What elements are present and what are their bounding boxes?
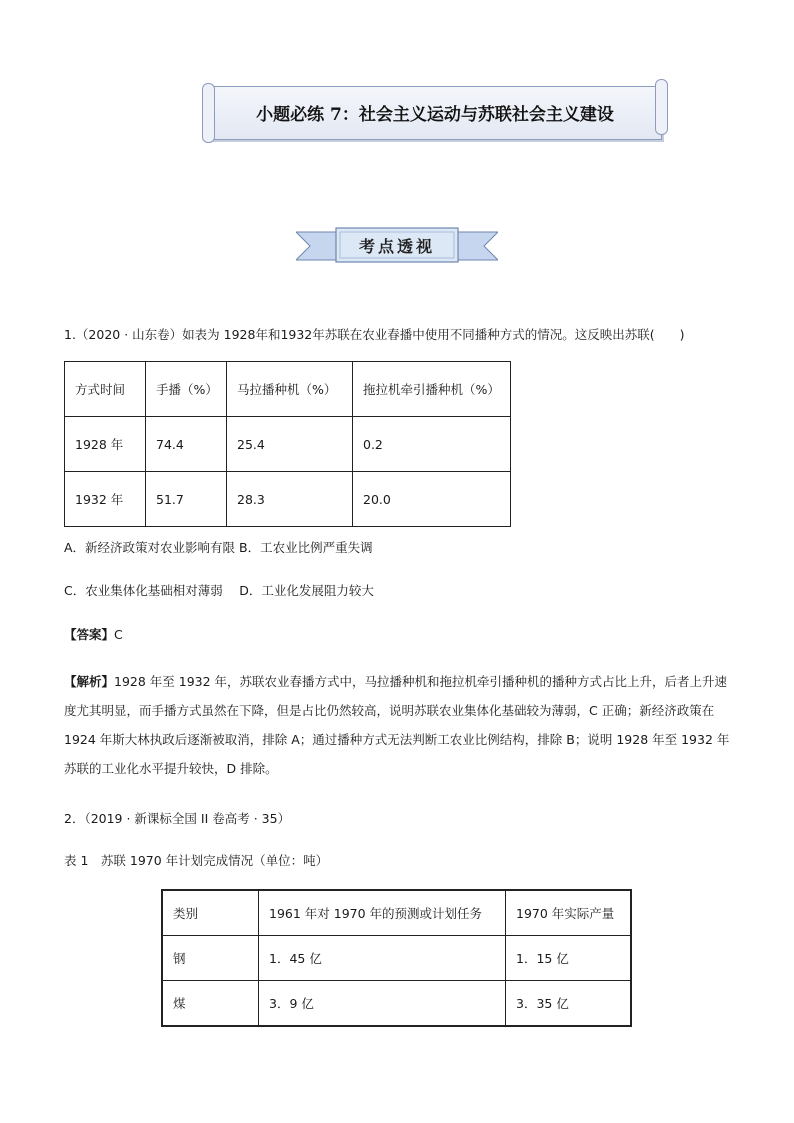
q1-stem: 1.（2020 · 山东卷）如表为 1928年和1932年苏联在农业春播中使用不同播种方式的情况。这反映出苏联( ) bbox=[64, 327, 685, 342]
q2-table-caption: 表 1 苏联 1970 年计划完成情况（单位：吨） bbox=[64, 853, 329, 868]
table-cell: 3．35 亿 bbox=[506, 981, 632, 1027]
ribbon-label: 考点透视 bbox=[358, 237, 435, 256]
table-cell: 1932 年 bbox=[65, 472, 146, 527]
table-header-cell: 1961 年对 1970 年的预测或计划任务 bbox=[259, 890, 506, 936]
q1-analysis bbox=[64, 667, 730, 783]
table-row bbox=[162, 936, 631, 981]
table-cell: 1928 年 bbox=[65, 417, 146, 472]
table-cell: 0.2 bbox=[353, 417, 511, 472]
table-cell: 钢 bbox=[162, 936, 259, 981]
q2-table bbox=[161, 889, 632, 1027]
q2-stem: 2．（2019 · 新课标全国 II 卷高考 · 35） bbox=[64, 811, 291, 826]
table-header-row bbox=[162, 890, 631, 936]
page-title: 小题必练 7：社会主义运动与苏联社会主义建设 bbox=[256, 105, 614, 125]
table-header-row bbox=[65, 362, 511, 417]
table-cell: 25.4 bbox=[227, 417, 353, 472]
analysis-label: 【解析】 bbox=[64, 674, 115, 689]
table-cell: 28.3 bbox=[227, 472, 353, 527]
answer-value: C bbox=[114, 627, 123, 642]
table-header-cell: 1970 年实际产量 bbox=[506, 890, 632, 936]
analysis-text: 1928 年至 1932 年，苏联农业春播方式中，马拉播种机和拖拉机牵引播种机的播种方式占比上升，后者上升速度尤其明显，而手播方式虽然在下降，但是占比仍然较高，说明苏联农业集体化基础较为薄弱，C 正确；新经济政策在 1924 年斯大林执政后逐渐被取消，排除 A；通过播种方式无法判断工农业比例结构，排除 B；说明 1928 年至 1932 年苏联的工业化水平提升较快，D 排除。 bbox=[64, 674, 730, 776]
q1-answer bbox=[64, 627, 123, 643]
table-cell: 煤 bbox=[162, 981, 259, 1027]
answer-label: 【答案】 bbox=[64, 627, 115, 642]
table-cell: 1．45 亿 bbox=[259, 936, 506, 981]
table-cell: 3．9 亿 bbox=[259, 981, 506, 1027]
q1-options-line2: C．农业集体化基础相对薄弱 D．工业化发展阻力较大 bbox=[64, 583, 374, 598]
section-ribbon bbox=[296, 226, 498, 266]
table-cell: 20.0 bbox=[353, 472, 511, 527]
q1-table bbox=[64, 361, 511, 527]
table-header-cell: 方式时间 bbox=[65, 362, 146, 417]
table-header-cell: 类别 bbox=[162, 890, 259, 936]
table-row bbox=[65, 472, 511, 527]
table-header-cell: 拖拉机牵引播种机（%） bbox=[353, 362, 511, 417]
table-cell: 74.4 bbox=[146, 417, 227, 472]
table-header-cell: 手播（%） bbox=[146, 362, 227, 417]
table-header-cell: 马拉播种机（%） bbox=[227, 362, 353, 417]
title-banner bbox=[208, 86, 662, 140]
q1-options-line1: A．新经济政策对农业影响有限 B．工农业比例严重失调 bbox=[64, 540, 373, 555]
table-cell: 1．15 亿 bbox=[506, 936, 632, 981]
table-cell: 51.7 bbox=[146, 472, 227, 527]
table-row bbox=[162, 981, 631, 1027]
table-row bbox=[65, 417, 511, 472]
